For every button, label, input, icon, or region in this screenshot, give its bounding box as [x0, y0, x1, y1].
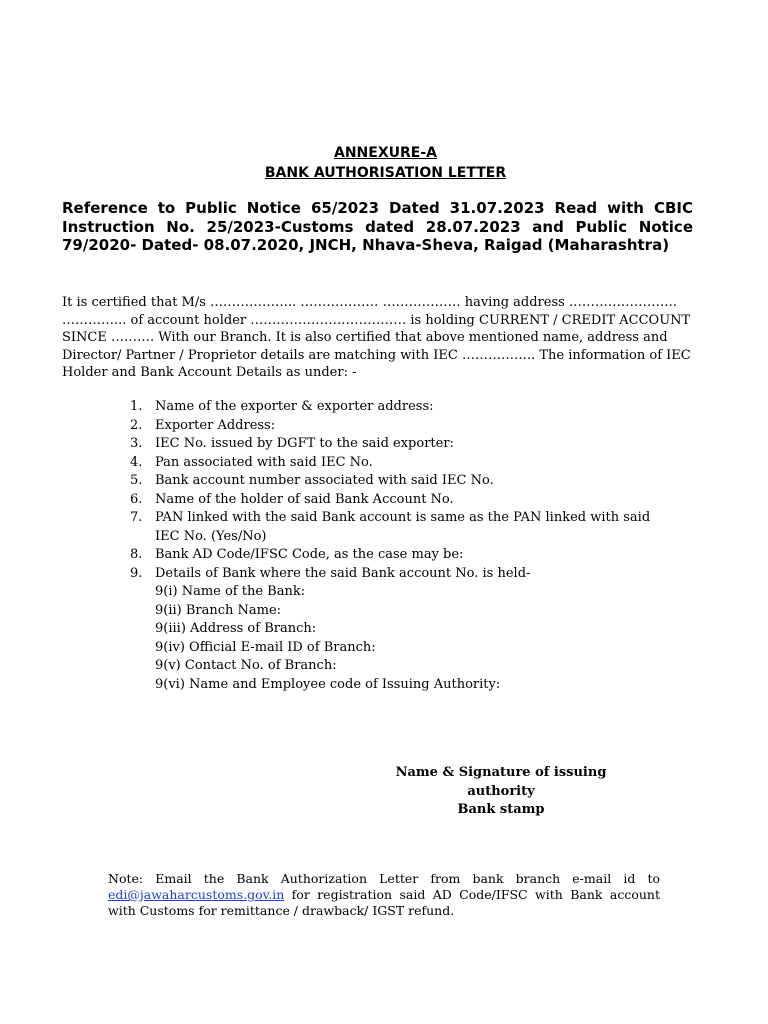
- item-text: Details of Bank where the said Bank account No. is held-: [155, 565, 531, 581]
- details-list: [130, 398, 670, 694]
- item-number: 8.: [130, 547, 143, 562]
- item-number: 2.: [130, 417, 143, 433]
- list-item: [130, 565, 670, 584]
- item-number: 5.: [130, 473, 143, 488]
- list-item: [130, 417, 670, 436]
- sub-item: 9(vi) Name and Employee code of Issuing Authority:: [155, 676, 501, 692]
- item-number: 9.: [130, 565, 143, 581]
- letter-title: BANK AUTHORISATION LETTER: [264, 165, 507, 181]
- item-text: Name of the holder of said Bank Account No.: [155, 491, 454, 507]
- list-item: [130, 491, 670, 510]
- list-item: [130, 398, 670, 417]
- item-number: 4.: [130, 454, 143, 470]
- item-text: Name of the exporter & exporter address:: [155, 399, 434, 414]
- item-text: PAN linked with the said Bank account is same as the PAN linked with said IEC No. (Yes/No): [155, 510, 651, 544]
- list-item: [130, 546, 670, 565]
- reference-paragraph: Reference to Public Notice 65/2023 Dated 31.07.2023 Read with CBIC Instruction No. 25/2023-Customs dated 28.07.2023 and Public Notice 79/2020- Dated- 08.07.2020, JNCH, Nhava-Sheva, Raigad (Maharashtra): [62, 199, 693, 254]
- item-number: 7.: [130, 510, 143, 525]
- item-number: 1.: [130, 399, 143, 414]
- sub-item: 9(ii) Branch Name:: [155, 602, 282, 618]
- item-number: 6.: [130, 491, 143, 507]
- sub-item: 9(i) Name of the Bank:: [155, 584, 306, 599]
- signature-block: [360, 764, 642, 820]
- note-paragraph: [108, 871, 660, 919]
- item-text: Pan associated with said IEC No.: [155, 454, 373, 470]
- signature-label: Name & Signature of issuing authority: [395, 765, 607, 799]
- item-text: IEC No. issued by DGFT to the said exporter:: [155, 436, 454, 451]
- sub-item: 9(iv) Official E-mail ID of Branch:: [155, 639, 376, 655]
- annexure-title: ANNEXURE-A: [334, 145, 437, 161]
- note-suffix: for registration said AD Code/IFSC with Bank account with Customs for remittance / drawback/ IGST refund.: [108, 887, 660, 918]
- note-prefix: Note: Email the Bank Authorization Letter from bank branch e-mail id to: [108, 871, 660, 886]
- sub-item: 9(iii) Address of Branch:: [155, 621, 317, 636]
- bank-stamp-label: Bank stamp: [457, 802, 545, 817]
- list-item: [130, 435, 670, 454]
- list-item: [130, 472, 670, 491]
- list-item: [130, 454, 670, 473]
- sub-item: 9(v) Contact No. of Branch:: [155, 658, 337, 673]
- item-text: Bank account number associated with said IEC No.: [155, 473, 494, 488]
- certification-paragraph: It is certified that M/s ……………….. ……………… ……………… having address ……………………. …………... of account holder ……………………………… is holding CURRENT / CREDIT ACCOUNT SINCE ………. With our Branch. It is also certified that above mentioned name, address and Director/ Partner / Proprietor details are matching with IEC …………….. The information of IEC Holder and Bank Account Details as under: -: [62, 295, 691, 380]
- list-item: [130, 509, 670, 546]
- item-text: Bank AD Code/IFSC Code, as the case may be:: [155, 547, 464, 562]
- item-number: 3.: [130, 436, 143, 451]
- item-text: Exporter Address:: [155, 417, 276, 433]
- email-link[interactable]: edi@jawaharcustoms.gov.in: [108, 887, 285, 902]
